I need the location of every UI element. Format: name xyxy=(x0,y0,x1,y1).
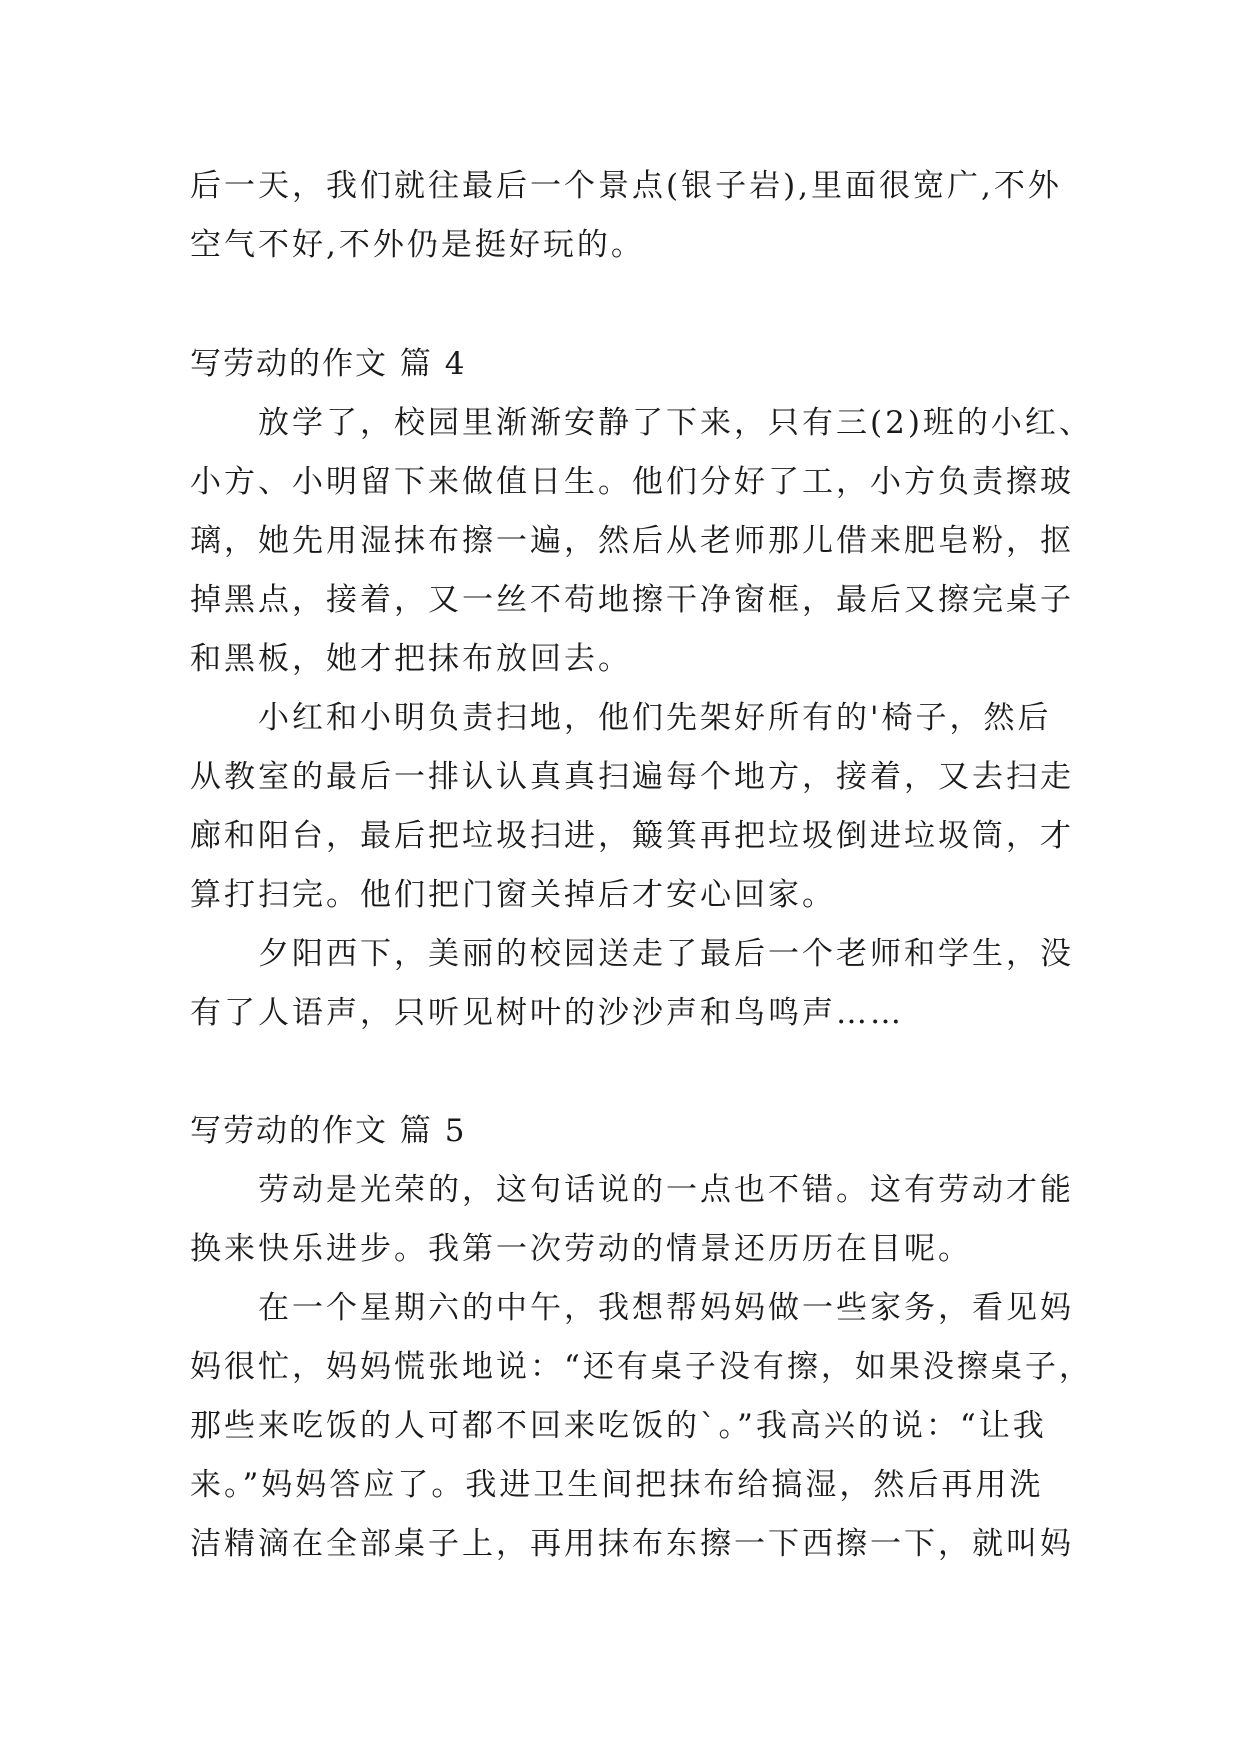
essay-5-heading: 写劳动的作文 篇 5 xyxy=(190,1113,467,1149)
essay-5-p2-line-2: 妈很忙，妈妈慌张地说：“还有桌子没有擦，如果没擦桌子， xyxy=(190,1349,1093,1385)
essay-5-p1-line-1: 劳动是光荣的，这句话说的一点也不错。这有劳动才能 xyxy=(258,1172,1074,1208)
essay-4-p1-line-3: 璃，她先用湿抹布擦一遍，然后从老师那儿借来肥皂粉，抠 xyxy=(190,523,1074,559)
essay-4-p3-line-2: 有了人语声，只听见树叶的沙沙声和鸟鸣声…… xyxy=(190,995,904,1031)
essay-4-heading: 写劳动的作文 篇 4 xyxy=(190,346,467,382)
intro-line-2: 空气不好,不外仍是挺好玩的。 xyxy=(190,227,645,263)
essay-4-p3-line-1: 夕阳西下，美丽的校园送走了最后一个老师和学生，没 xyxy=(258,936,1074,972)
essay-4-p1-line-5: 和黑板，她才把抹布放回去。 xyxy=(190,641,632,677)
essay-5-p2-line-5: 洁精滴在全部桌子上，再用抹布东擦一下西擦一下，就叫妈 xyxy=(190,1526,1074,1562)
essay-5-p2-line-4: 来。”妈妈答应了。我进卫生间把抹布给搞湿，然后再用洗 xyxy=(190,1467,1044,1503)
intro-line-1: 后一天，我们就往最后一个景点(银子岩),里面很宽广,不外 xyxy=(190,168,1062,204)
essay-4-p2-line-3: 廊和阳台，最后把垃圾扫进，簸箕再把垃圾倒进垃圾筒，才 xyxy=(190,818,1074,854)
essay-4-p2-line-4: 算打扫完。他们把门窗关掉后才安心回家。 xyxy=(190,877,836,913)
essay-4-p1-line-1: 放学了，校园里渐渐安静了下来，只有三(2)班的小红、 xyxy=(258,405,1093,441)
essay-4-p1-line-2: 小方、小明留下来做值日生。他们分好了工，小方负责擦玻 xyxy=(190,464,1074,500)
essay-5-p2-line-3: 那些来吃饭的人可都不回来吃饭的`。”我高兴的说：“让我 xyxy=(190,1408,1047,1444)
essay-5-p1-line-2: 换来快乐进步。我第一次劳动的情景还历历在目呢。 xyxy=(190,1231,972,1267)
essay-4-p2-line-1: 小红和小明负责扫地，他们先架好所有的'椅子，然后 xyxy=(258,700,1052,736)
essay-5-p2-line-1: 在一个星期六的中午，我想帮妈妈做一些家务，看见妈 xyxy=(258,1290,1074,1326)
essay-4-p2-line-2: 从教室的最后一排认认真真扫遍每个地方，接着，又去扫走 xyxy=(190,759,1074,795)
essay-4-p1-line-4: 掉黑点，接着，又一丝不苟地擦干净窗框，最后又擦完桌子 xyxy=(190,582,1074,618)
